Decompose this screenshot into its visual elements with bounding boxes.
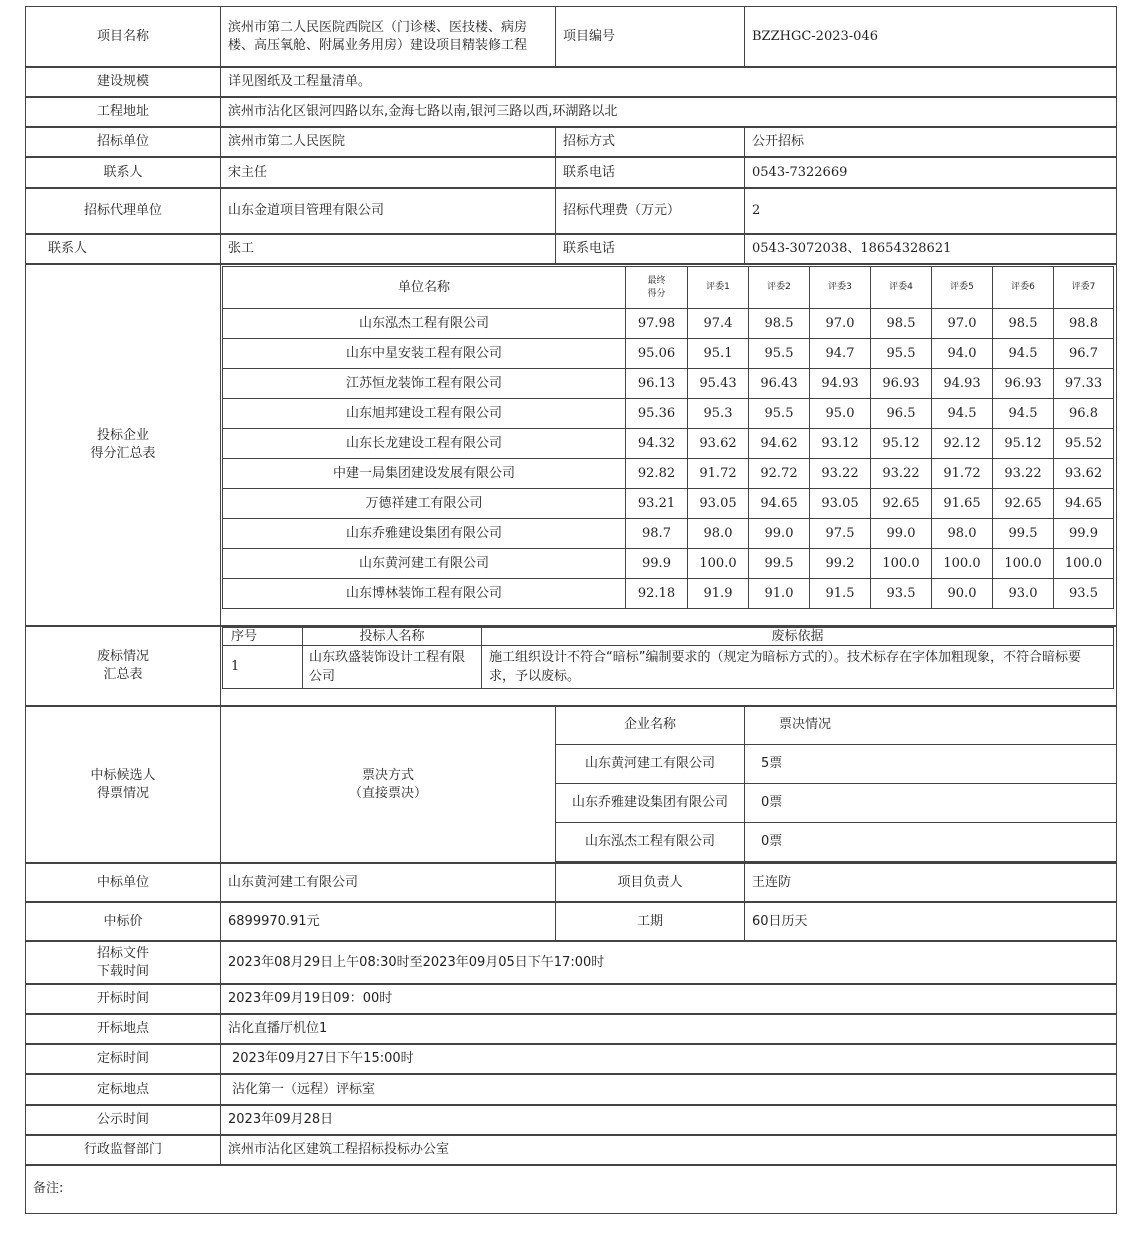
score-row-judge-5: 100.0: [931, 548, 993, 579]
score-row-final: 94.32: [625, 428, 688, 459]
votes-result-2: 0票: [744, 783, 1117, 823]
bid-result-table: [26, 7, 1118, 1214]
score-row-judge-5: 94.93: [931, 368, 993, 399]
download-value: 2023年08月29日上午08:30时至2023年09月05日下午17:00时: [220, 940, 1117, 985]
invalid-label-line1: 废标情况: [96, 649, 149, 664]
score-row-judge-5: 90.0: [931, 578, 993, 609]
row-contact: [26, 157, 1118, 189]
score-row-judge-7: 93.5: [1053, 578, 1114, 609]
header-judge-6: 评委6: [992, 266, 1054, 309]
score-row-judge-1: 100.0: [687, 548, 749, 579]
score-row-company: 江苏恒龙装饰工程有限公司: [222, 368, 626, 399]
score-row-judge-3: 95.0: [809, 398, 871, 429]
invalid-col-no: 序号: [222, 627, 303, 646]
score-row-judge-1: 95.3: [687, 398, 749, 429]
score-row-company: 万德祥建工有限公司: [222, 488, 626, 519]
score-row-judge-7: 97.33: [1053, 368, 1114, 399]
score-table: [223, 267, 1115, 607]
header-unit-name: 单位名称: [222, 266, 626, 309]
period-label: 工期: [555, 901, 745, 942]
score-row-judge-1: 97.4: [687, 308, 749, 339]
score-row-judge-1: 91.72: [687, 458, 749, 489]
header-judge-1: 评委1: [687, 266, 749, 309]
scores-section-label: [25, 263, 221, 627]
row-agency: [26, 188, 1118, 235]
scores-label-line1: 投标企业: [96, 428, 149, 443]
manager-label: 项目负责人: [555, 862, 745, 903]
row-votes: [26, 706, 1118, 864]
agency-value: 山东金道项目管理有限公司: [220, 187, 556, 235]
header-final-score: [625, 266, 688, 309]
invalid-col-bidder: 投标人名称: [302, 627, 482, 646]
row-scores: [26, 264, 1118, 627]
agency-contact-label: 联系人: [25, 233, 221, 265]
period-value: 60日历天: [744, 901, 1117, 942]
agency-fee-value: 2: [744, 187, 1117, 235]
method-label: 招标方式: [555, 126, 745, 158]
project-name-label: 项目名称: [25, 6, 221, 68]
header-judge-5: 评委5: [931, 266, 993, 309]
row-decide-place: [26, 1074, 1118, 1106]
price-label: 中标价: [25, 901, 221, 942]
agency-contact-value: 张工: [220, 233, 556, 265]
contact-value: 宋主任: [220, 156, 556, 189]
publish-label: 公示时间: [25, 1104, 221, 1136]
row-supervisor: [26, 1135, 1118, 1166]
score-row-judge-1: 93.05: [687, 488, 749, 519]
score-row-judge-4: 99.0: [870, 518, 932, 549]
score-row-judge-3: 94.7: [809, 338, 871, 369]
score-row-judge-7: 96.7: [1053, 338, 1114, 369]
invalid-row-no: 1: [222, 645, 303, 689]
decide-place-label: 定标地点: [25, 1073, 221, 1106]
score-row-judge-7: 94.65: [1053, 488, 1114, 519]
agency-fee-label: 招标代理费（万元）: [555, 187, 745, 235]
score-row-judge-2: 95.5: [748, 398, 810, 429]
winner-value: 山东黄河建工有限公司: [220, 862, 556, 903]
votes-table: [556, 706, 1117, 862]
score-row-judge-3: 94.93: [809, 368, 871, 399]
header-judge-3: 评委3: [809, 266, 871, 309]
remark-label: 备注:: [25, 1164, 1117, 1214]
score-row-final: 93.21: [625, 488, 688, 519]
address-value: 滨州市沾化区银河四路以东,金海七路以南,银河三路以西,环湖路以北: [220, 96, 1117, 128]
score-row-judge-4: 100.0: [870, 548, 932, 579]
scale-label: 建设规模: [25, 66, 221, 98]
invalid-row-reason: 施工组织设计不符合“暗标”编制要求的（规定为暗标方式的）。技术标存在字体加粗现象，不符合暗标要求，予以废标。: [481, 645, 1114, 689]
score-row-judge-2: 99.0: [748, 518, 810, 549]
decide-time-label: 定标时间: [25, 1043, 221, 1075]
score-row-judge-2: 96.43: [748, 368, 810, 399]
score-row-company: 山东泓杰工程有限公司: [222, 308, 626, 339]
agency-label: 招标代理单位: [25, 187, 221, 235]
score-row-judge-4: 98.5: [870, 308, 932, 339]
row-project-name: [26, 7, 1118, 68]
score-row-judge-4: 92.65: [870, 488, 932, 519]
score-row-judge-2: 98.5: [748, 308, 810, 339]
score-row-judge-2: 95.5: [748, 338, 810, 369]
row-address: [26, 97, 1118, 128]
agency-phone-value: 0543-3072038、18654328621: [744, 233, 1117, 265]
score-row-judge-4: 95.12: [870, 428, 932, 459]
header-judge-7: 评委7: [1053, 266, 1114, 309]
score-row-company: 山东长龙建设工程有限公司: [222, 428, 626, 459]
score-row-judge-5: 94.0: [931, 338, 993, 369]
manager-value: 王连防: [744, 862, 1117, 903]
score-row-judge-6: 100.0: [992, 548, 1054, 579]
download-label: [25, 940, 221, 985]
address-label: 工程地址: [25, 96, 221, 128]
score-row-judge-5: 92.12: [931, 428, 993, 459]
score-row-judge-4: 93.22: [870, 458, 932, 489]
row-winner: [26, 863, 1118, 903]
votes-result-1: 5票: [744, 744, 1117, 784]
download-label-line1: 招标文件: [96, 945, 149, 961]
score-row-judge-6: 98.5: [992, 308, 1054, 339]
invalid-table: [223, 628, 1115, 690]
supervisor-label: 行政监督部门: [25, 1134, 221, 1166]
phone-value: 0543-7322669: [744, 156, 1117, 189]
score-row-judge-7: 93.62: [1053, 458, 1114, 489]
score-row-judge-4: 96.93: [870, 368, 932, 399]
score-row-final: 97.98: [625, 308, 688, 339]
open-place-value: 沾化直播厅机位1: [220, 1013, 1117, 1045]
row-agency-contact: [26, 234, 1118, 265]
score-row-company: 山东博林装饰工程有限公司: [222, 578, 626, 609]
row-open-time: [26, 984, 1118, 1015]
score-row-final: 98.7: [625, 518, 688, 549]
score-row-judge-6: 93.0: [992, 578, 1054, 609]
score-row-final: 95.06: [625, 338, 688, 369]
header-final-line1: 最终: [647, 275, 666, 286]
contact-label: 联系人: [25, 156, 221, 189]
method-value: 公开招标: [744, 126, 1117, 158]
row-download: [26, 941, 1118, 985]
score-row-company: 山东乔雅建设集团有限公司: [222, 518, 626, 549]
score-row-judge-3: 93.12: [809, 428, 871, 459]
project-code-label: 项目编号: [555, 6, 745, 68]
row-open-place: [26, 1014, 1118, 1045]
votes-label-line1: 中标候选人: [90, 767, 156, 783]
project-name-value: 滨州市第二人民医院西院区（门诊楼、医技楼、病房楼、高压氧舱、附属业务用房）建设项目精装修工程: [220, 6, 556, 68]
votes-method-line1: 票决方式: [361, 767, 414, 783]
score-row-judge-6: 96.93: [992, 368, 1054, 399]
score-row-judge-4: 93.5: [870, 578, 932, 609]
votes-label-line2: 得票情况: [96, 785, 149, 801]
score-row-judge-5: 91.72: [931, 458, 993, 489]
score-row-judge-6: 92.65: [992, 488, 1054, 519]
score-row-company: 山东黄河建工有限公司: [222, 548, 626, 579]
votes-method: [220, 705, 556, 864]
score-row-judge-2: 91.0: [748, 578, 810, 609]
score-row-judge-6: 99.5: [992, 518, 1054, 549]
invalid-section-label: [25, 625, 221, 707]
score-row-judge-4: 95.5: [870, 338, 932, 369]
score-row-judge-2: 99.5: [748, 548, 810, 579]
tenderer-value: 滨州市第二人民医院: [220, 126, 556, 158]
score-row-judge-3: 97.0: [809, 308, 871, 339]
score-row-judge-1: 95.43: [687, 368, 749, 399]
score-row-final: 95.36: [625, 398, 688, 429]
score-row-judge-4: 96.5: [870, 398, 932, 429]
score-row-judge-7: 98.8: [1053, 308, 1114, 339]
row-invalid: [26, 626, 1118, 707]
row-remark: [26, 1165, 1118, 1214]
price-value: 6899970.91元: [220, 901, 556, 942]
row-publish: [26, 1105, 1118, 1136]
scores-container: [220, 263, 1117, 627]
score-row-judge-7: 100.0: [1053, 548, 1114, 579]
open-place-label: 开标地点: [25, 1013, 221, 1045]
score-row-judge-5: 94.5: [931, 398, 993, 429]
votes-col-result: 票决情况: [744, 705, 1117, 745]
votes-company-3: 山东泓杰工程有限公司: [555, 822, 745, 862]
score-row-company: 山东中星安装工程有限公司: [222, 338, 626, 369]
votes-company-1: 山东黄河建工有限公司: [555, 744, 745, 784]
score-row-final: 96.13: [625, 368, 688, 399]
row-price: [26, 902, 1118, 942]
score-row-final: 99.9: [625, 548, 688, 579]
score-row-company: 山东旭邦建设工程有限公司: [222, 398, 626, 429]
scale-value: 详见图纸及工程量清单。: [220, 66, 1117, 98]
decide-time-value: 2023年09月27日下午15:00时: [220, 1043, 1117, 1075]
votes-result-3: 0票: [744, 822, 1117, 862]
score-row-judge-1: 98.0: [687, 518, 749, 549]
header-final-line2: 得分: [647, 288, 666, 299]
score-row-judge-3: 93.05: [809, 488, 871, 519]
score-row-judge-5: 91.65: [931, 488, 993, 519]
invalid-label-line2: 汇总表: [103, 667, 143, 682]
invalid-container: [220, 625, 1117, 707]
open-time-value: 2023年09月19日09：00时: [220, 983, 1117, 1015]
votes-section-label: [25, 705, 221, 864]
score-row-judge-3: 99.2: [809, 548, 871, 579]
decide-place-value: 沾化第一（远程）评标室: [220, 1073, 1117, 1106]
row-scale: [26, 67, 1118, 98]
score-row-judge-6: 93.22: [992, 458, 1054, 489]
score-row-final: 92.18: [625, 578, 688, 609]
votes-col-company: 企业名称: [555, 705, 745, 745]
scores-label-line2: 得分汇总表: [90, 446, 156, 461]
score-row-judge-2: 92.72: [748, 458, 810, 489]
phone-label: 联系电话: [555, 156, 745, 189]
score-row-final: 92.82: [625, 458, 688, 489]
row-tenderer: [26, 127, 1118, 158]
download-label-line2: 下载时间: [96, 963, 149, 979]
score-row-judge-3: 91.5: [809, 578, 871, 609]
publish-value: 2023年09月28日: [220, 1104, 1117, 1136]
score-row-judge-2: 94.65: [748, 488, 810, 519]
score-row-judge-3: 93.22: [809, 458, 871, 489]
score-row-judge-2: 94.62: [748, 428, 810, 459]
invalid-col-reason: 废标依据: [481, 627, 1114, 646]
score-row-judge-1: 93.62: [687, 428, 749, 459]
score-row-judge-6: 94.5: [992, 338, 1054, 369]
open-time-label: 开标时间: [25, 983, 221, 1015]
votes-container: [555, 705, 1117, 864]
tenderer-label: 招标单位: [25, 126, 221, 158]
supervisor-value: 滨州市沾化区建筑工程招标投标办公室: [220, 1134, 1117, 1166]
score-row-judge-6: 94.5: [992, 398, 1054, 429]
votes-method-line2: （直接票决）: [348, 785, 427, 801]
header-judge-2: 评委2: [748, 266, 810, 309]
score-row-judge-5: 97.0: [931, 308, 993, 339]
score-row-judge-3: 97.5: [809, 518, 871, 549]
winner-label: 中标单位: [25, 862, 221, 903]
invalid-row-bidder: 山东玖盛装饰设计工程有限公司: [302, 645, 482, 689]
project-code-value: BZZHGC-2023-046: [744, 6, 1117, 68]
score-row-company: 中建一局集团建设发展有限公司: [222, 458, 626, 489]
score-row-judge-7: 99.9: [1053, 518, 1114, 549]
score-row-judge-7: 96.8: [1053, 398, 1114, 429]
score-row-judge-1: 91.9: [687, 578, 749, 609]
row-decide-time: [26, 1044, 1118, 1075]
header-judge-4: 评委4: [870, 266, 932, 309]
score-row-judge-5: 98.0: [931, 518, 993, 549]
score-row-judge-6: 95.12: [992, 428, 1054, 459]
score-row-judge-7: 95.52: [1053, 428, 1114, 459]
agency-phone-label: 联系电话: [555, 233, 745, 265]
score-row-judge-1: 95.1: [687, 338, 749, 369]
votes-company-2: 山东乔雅建设集团有限公司: [555, 783, 745, 823]
